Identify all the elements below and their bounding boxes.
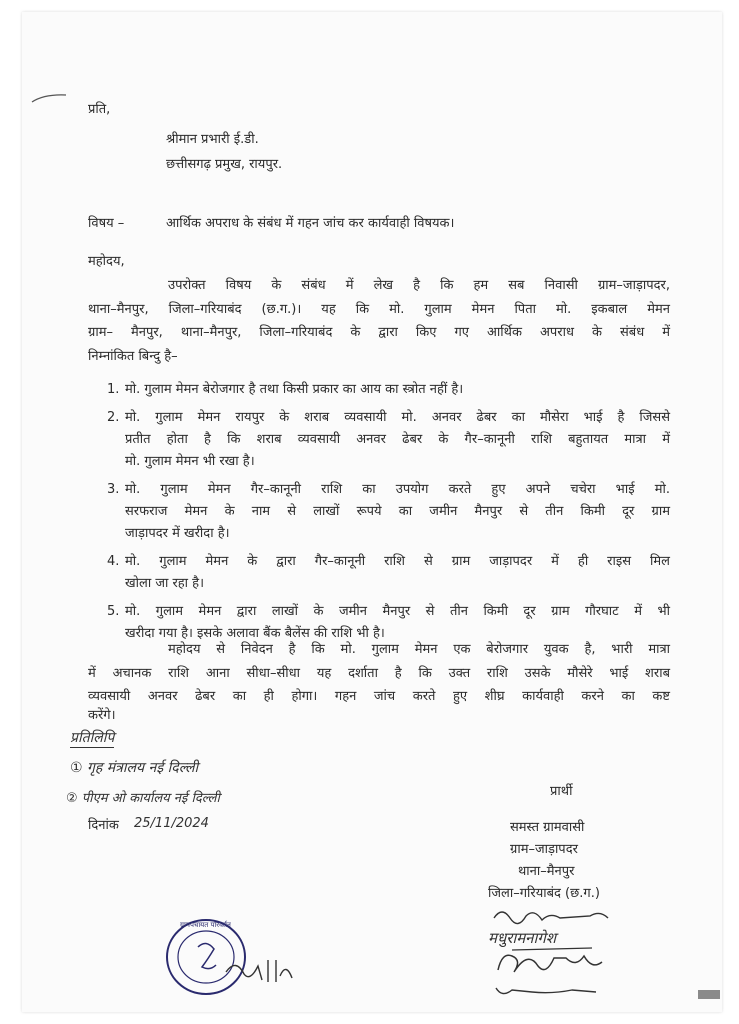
corner-mark [698, 990, 720, 999]
intro-paragraph [88, 274, 670, 368]
intro-line: निम्नांकित बिन्दु है– [88, 348, 178, 364]
signature-4 [492, 980, 602, 1002]
list-item: 5. मो. गुलाम मेमन द्वारा लाखों के जमीन मैनपुर से तीन किमी दूर ग्राम गौरघाट में भी खरीदा गया है। इसके अलावा बैंक बैलेंस की राशि भी है। [107, 604, 670, 641]
signature-1 [490, 904, 620, 930]
intro-line: उपरोक्त विषय के संबंध में लेख है कि हम सब निवासी ग्राम–जाड़ापदर, [168, 278, 670, 293]
letter-page [22, 12, 722, 1012]
list-item: 1. मो. गुलाम मेमन बेरोजगार है तथा किसी प्रकार का आय का स्त्रोत नहीं है। [107, 382, 464, 397]
applicant-line: थाना–मैनपुर [518, 864, 575, 879]
stamp-signature [222, 952, 302, 986]
closing-line: करेंगे। [88, 707, 116, 723]
subject-text: आर्थिक अपराध के संबंध में गहन जांच कर कार्यवाही विषयक। [166, 216, 455, 231]
applicant-line: जिला–गरियाबंद (छ.ग.) [488, 886, 600, 901]
recipient-line-1: श्रीमान प्रभारी ई.डी. [166, 132, 259, 147]
closing-line: में अचानक राशि आना सीधा–सीधा यह दर्शाता है कि उक्त राशि उसके मौसेरे भाई शराब [88, 665, 670, 681]
signature-2: मधुरामनागेश [488, 929, 557, 947]
greeting: महोदय, [88, 254, 125, 269]
applicant-line: ग्राम–जाड़ापदर [510, 842, 578, 857]
list-item: 3. मो. गुलाम मेमन गैर–कानूनी राशि का उपयोग करते हुए अपने चचेरा भाई मो. सरफराज मेमन के नाम से लाखों रूपये का जमीन मैनपुर से तीन किमी दूर ग्राम जाड़ापदर में खरीदा है। [107, 482, 670, 541]
date-label: दिनांक [88, 818, 119, 833]
stamp-text: ग्रामपंचायत परिवर्तन [180, 921, 231, 929]
intro-line: थाना–मैनपुर, जिला–गरियाबंद (छ.ग.)। यह कि मो. गुलाम मेमन पिता मो. इकबाल मेमन [88, 301, 670, 317]
points-list [107, 379, 670, 651]
applicant-heading: प्रार्थी [550, 784, 573, 799]
subject-label: विषय – [88, 216, 125, 231]
copy-to-heading: प्रतिलिपि [70, 730, 115, 746]
intro-line: ग्राम– मैनपुर, थाना–मैनपुर, जिला–गरियाबंद के द्वारा किए गए आर्थिक अपराध के संबंध में [88, 325, 670, 340]
copy-to-item: ① गृह मंत्रालय नई दिल्ली [70, 760, 199, 776]
salutation-to: प्रति, [88, 102, 111, 117]
list-item: 2. मो. गुलाम मेमन रायपुर के शराब व्यवसायी मो. अनवर ढेबर का मौसेरा भाई है जिससे प्रतीत होता है कि शराब व्यवसायी अनवर ढेबर के गैर–कानूनी राशि बहुतायत मात्रा में मो. गुलाम मेमन भी रखा है। [107, 410, 670, 469]
applicant-line: समस्त ग्रामवासी [510, 820, 585, 835]
closing-line: व्यवसायी अनवर ढेबर का ही होगा। गहन जांच करते हुए शीघ्र कार्यवाही करने का कष्ट [88, 689, 670, 704]
closing-line: महोदय से निवेदन है कि मो. गुलाम मेमन एक बेरोजगार युवक है, भारी मात्रा [168, 642, 670, 657]
list-item: 4. मो. गुलाम मेमन के द्वारा गैर–कानूनी राशि से ग्राम जाड़ापदर में ही राइस मिल खोला जा रहा है। [107, 554, 670, 591]
closing-paragraph [88, 638, 670, 723]
copy-to-item: ② पीएम ओ कार्यालय नई दिल्ली [66, 791, 220, 806]
date-value: 25/11/2024 [134, 816, 209, 831]
recipient-line-2: छत्तीसगढ़ प्रमुख, रायपुर. [166, 157, 283, 172]
pen-mark [30, 90, 70, 106]
signature-3 [492, 946, 612, 980]
